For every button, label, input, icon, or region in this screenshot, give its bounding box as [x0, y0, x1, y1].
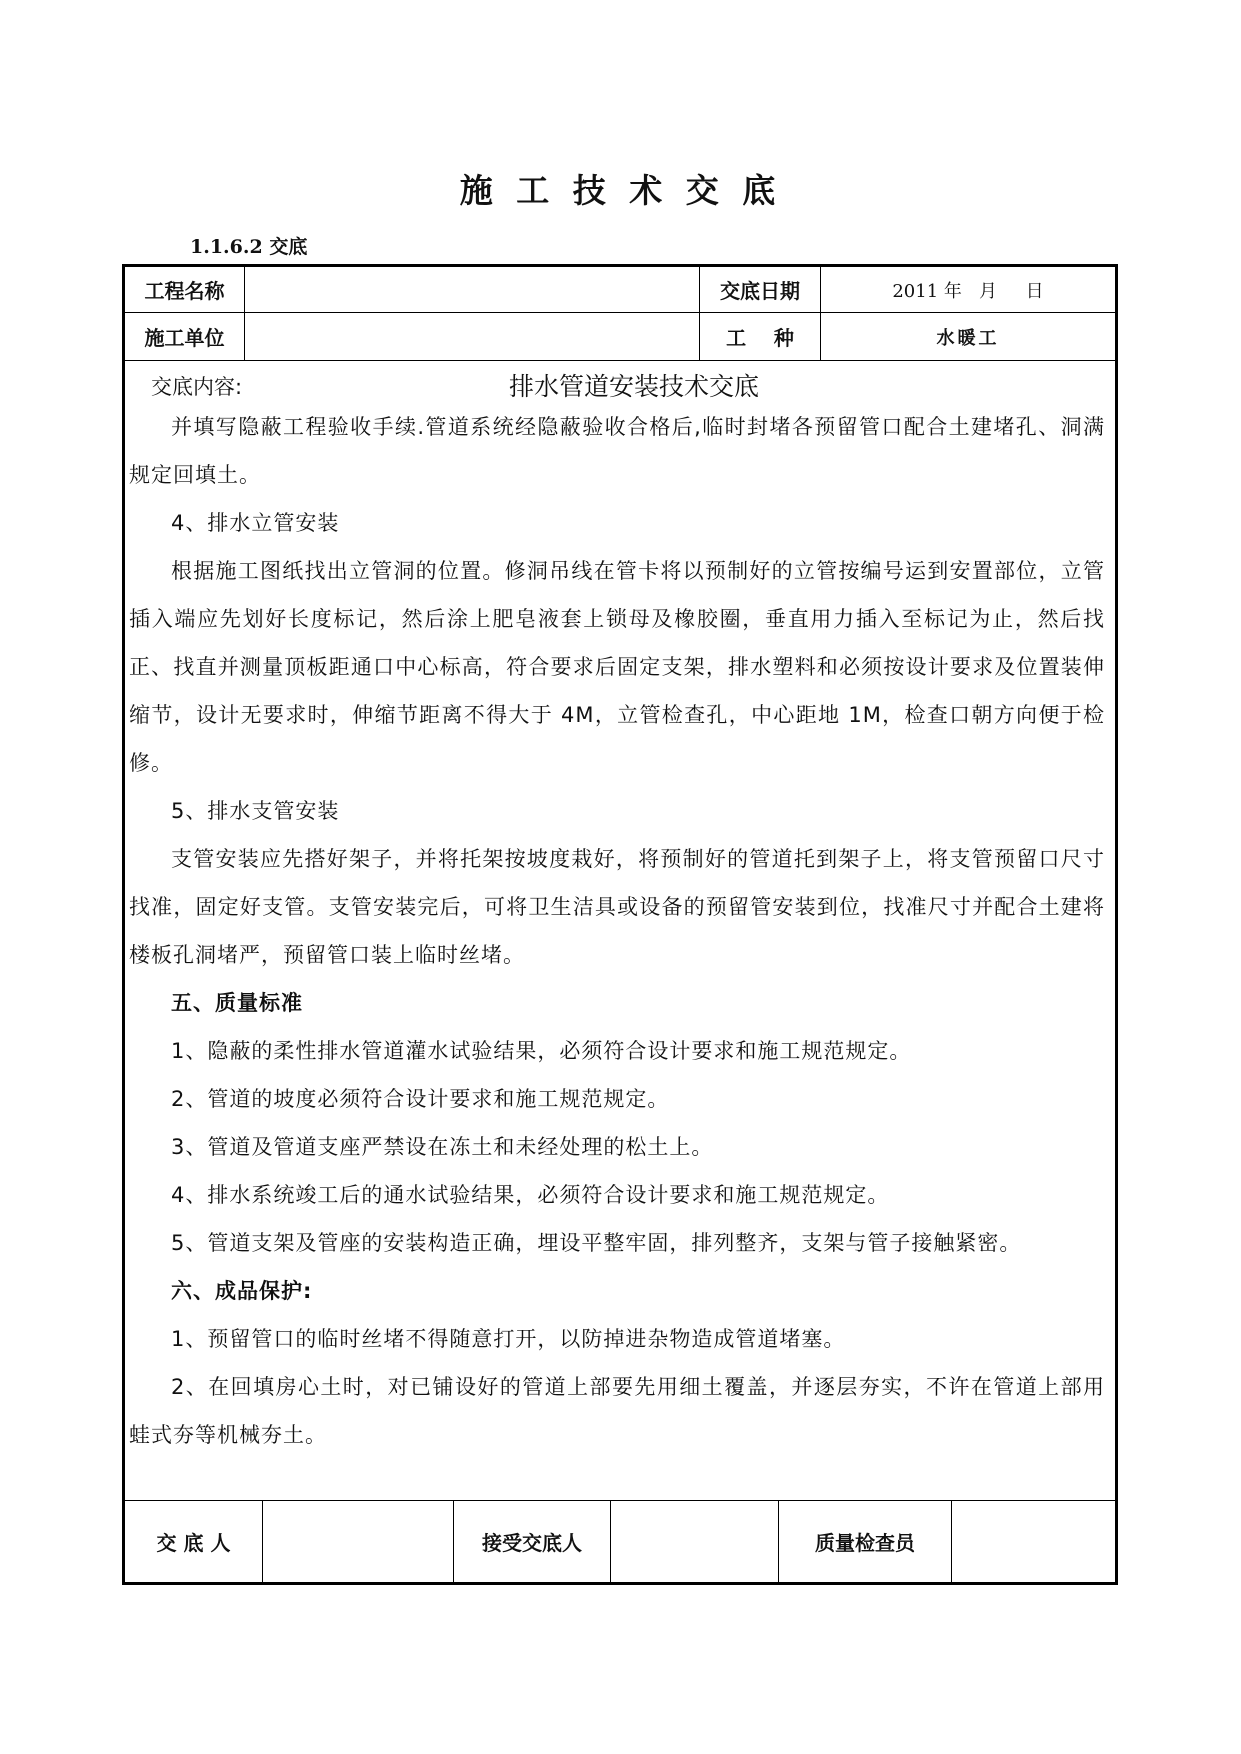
trade-value: 水暖工: [936, 327, 1000, 349]
quality-inspector-label: 质量检查员: [815, 1530, 915, 1555]
construction-unit-label: 施工单位: [144, 326, 225, 350]
content-paragraph: 3、管道及管道支座严禁设在冻土和未经处理的松土上。: [171, 1135, 714, 1159]
project-name-value: [245, 267, 699, 312]
content-paragraph: 根据施工图纸找出立管洞的位置。修洞吊线在管卡将以预制好的立管按编号运到安置部位，立管插入端应先划好长度标记，然后涂上肥皂液套上锁母及橡胶圈，垂直用力插入至标记为止，然后找正、找直并测量顶板距通口中心标高，符合要求后固定支架，排水塑料和必须按设计要求及位置装伸缩节，设计无要求时，伸缩节距离不得大于 4M，立管检查孔，中心距地 1M，检查口朝方向便于检修。: [129, 559, 1105, 775]
section-number: 1.1.6.2 交底: [190, 236, 308, 258]
date-label: 交底日期: [720, 279, 800, 303]
disclosure-form: [122, 264, 1118, 1585]
section-heading: 六、成品保护:: [171, 1279, 313, 1303]
row-divider: [125, 360, 1115, 361]
discloser-value: [263, 1500, 453, 1582]
content-intro: [129, 367, 1105, 403]
content-paragraph: 并填写隐蔽工程验收手续.管道系统经隐蔽验收合格后,临时封堵各预留管口配合土建堵孔、洞满规定回填土。: [129, 415, 1105, 487]
quality-inspector-value: [952, 1500, 1115, 1582]
content-paragraph: 支管安装应先搭好架子，并将托架按坡度栽好，将预制好的管道托到架子上，将支管预留口尺寸找准，固定好支管。支管安装完后，可将卫生洁具或设备的预留管安装到位，找准尺寸并配合土建将楼板孔洞堵严，预留管口装上临时丝堵。: [129, 847, 1105, 967]
trade-label: 工 种: [726, 326, 794, 350]
disclosure-content: [125, 367, 1115, 1459]
receiver-value: [611, 1500, 778, 1582]
content-topic: 排水管道安装技术交底: [509, 372, 760, 401]
content-paragraph: 1、预留管口的临时丝堵不得随意打开，以防掉进杂物造成管道堵塞。: [171, 1327, 846, 1351]
content-label: 交底内容:: [151, 375, 243, 399]
content-paragraph: 5、管道支架及管座的安装构造正确，埋设平整牢固，排列整齐，支架与管子接触紧密。: [171, 1231, 1022, 1255]
content-paragraphs: [129, 403, 1105, 1459]
receiver-label: 接受交底人: [482, 1530, 582, 1555]
section-heading: 五、质量标准: [171, 991, 303, 1015]
date-value: 2011 年 月 日: [892, 280, 1044, 302]
content-paragraph: 4、排水立管安装: [171, 511, 340, 535]
document-title: 施 工 技 术 交 底: [459, 171, 782, 210]
discloser-label: 交 底 人: [156, 1530, 231, 1555]
content-paragraph: 5、排水支管安装: [171, 799, 340, 823]
content-paragraph: 2、在回填房心土时，对已铺设好的管道上部要先用细土覆盖，并逐层夯实，不许在管道上部用蛙式夯等机械夯土。: [129, 1375, 1105, 1447]
content-paragraph: 2、管道的坡度必须符合设计要求和施工规范规定。: [171, 1087, 670, 1111]
content-paragraph: 1、隐蔽的柔性排水管道灌水试验结果，必须符合设计要求和施工规范规定。: [171, 1039, 912, 1063]
construction-unit-value: [245, 313, 699, 360]
content-paragraph: 4、排水系统竣工后的通水试验结果，必须符合设计要求和施工规范规定。: [171, 1183, 890, 1207]
project-name-label: 工程名称: [144, 279, 225, 303]
